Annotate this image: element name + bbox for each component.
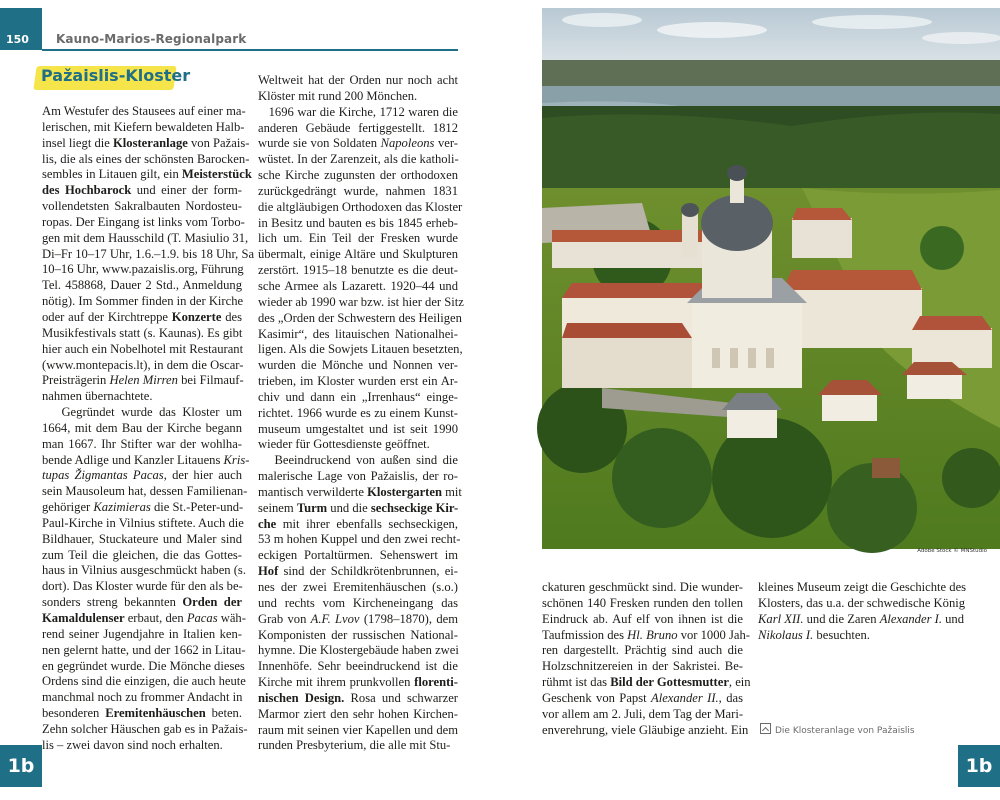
text-run: Eindruck ab. Auf elf von ihnen ist die: [542, 611, 743, 626]
text-run: Nikolaus I.: [758, 627, 814, 642]
text-run: Weltweit hat der Orden nur noch acht: [258, 73, 458, 87]
text-line: [42, 119, 245, 136]
text-line: [258, 532, 461, 548]
text-run: hymne. Die Klostergebäude haben zwei: [258, 643, 459, 658]
text-line: [258, 168, 458, 184]
text-line: [258, 738, 458, 754]
text-run: eckigen Portaltürmen. Sehenswert im: [258, 548, 458, 563]
text-run: die St.-Peter-und-: [150, 500, 244, 515]
text-run: nischen Design.: [258, 690, 345, 705]
text-run: 1664, mit dem Bau der Kirche begann: [42, 420, 242, 435]
text-line: [42, 421, 242, 437]
text-line: [258, 723, 458, 739]
text-run: bei Filmauf-: [177, 373, 244, 388]
text-run: Taufmission des: [542, 627, 628, 642]
text-run: Karl XII.: [758, 611, 804, 626]
text-line: [258, 406, 458, 422]
text-run: (www.montepacis.lt), in dem die Oscar-: [42, 357, 244, 372]
text-run: mit: [441, 484, 462, 499]
text-run: und einer der form-: [131, 183, 242, 198]
text-run: des Hochbarock: [42, 183, 132, 198]
text-run: beten.: [205, 706, 242, 721]
text-column-2: [258, 73, 464, 754]
text-run: Klosteranlage: [113, 135, 188, 150]
text-line: [258, 659, 458, 675]
text-run: besuchten.: [813, 627, 870, 642]
text-line: [42, 595, 242, 611]
text-run: lerischen, mit Kiefern bewaldeten Halb-: [42, 119, 245, 134]
text-run: Konzerte: [171, 309, 222, 324]
photo-credit: Adobe Stock © MNStudio: [917, 548, 987, 554]
text-run: A.F. Lvov: [310, 611, 360, 626]
text-run: , ein: [728, 675, 751, 690]
text-line: [42, 373, 242, 389]
text-run: Kris-: [223, 452, 250, 467]
text-run: Grab von: [258, 611, 311, 626]
text-line: [42, 151, 250, 168]
text-run: Pacas: [186, 611, 218, 625]
text-run: Geschenk von Papst: [542, 690, 651, 705]
text-run: raum mit seinen vier Kapellen und dem: [258, 722, 458, 737]
text-line: [258, 564, 458, 580]
text-run: wurden die Mönche und Nonnen ver-: [258, 358, 458, 373]
text-run: man 1667. Ihr Stifter war der wohlha-: [42, 436, 242, 451]
text-run: sche Armee als Lazarett. 1920–44 und: [258, 278, 458, 293]
text-run: sembles in Litauen gilt, ein: [42, 167, 182, 182]
text-line: [42, 548, 242, 564]
text-run: Kamaldulenser: [42, 611, 125, 625]
photo-caption: Die Klosteranlage von Pažaislis: [775, 726, 915, 736]
text-run: Kasimir“, des litauischen Nationalhei-: [258, 326, 458, 341]
text-line: [258, 89, 458, 105]
text-line: [542, 612, 743, 628]
text-run: zerstört. 1915–18 benutzte es die deut-: [258, 263, 458, 278]
text-run: in Besitz und bauten es bis 1845 erheb-: [258, 215, 458, 230]
text-line: [258, 453, 458, 469]
text-run: wüstet. In der Zarenzeit, als die katholi-: [258, 152, 459, 167]
text-run: von Pažais-: [187, 135, 250, 150]
text-run: sein Mausoleum hat, dessen Familienan-: [42, 484, 248, 499]
text-line: [42, 452, 250, 469]
text-line: [542, 691, 743, 707]
text-run: schönen 140 Fresken runden den tollen: [542, 595, 743, 610]
text-line: [42, 563, 246, 579]
text-line: [258, 152, 458, 168]
text-run: Hl. Bruno: [627, 627, 678, 642]
text-run: mit ihrer ebenfalls sechseckigen,: [276, 516, 458, 531]
text-run: Innenhöfe. Sehr beeindruckend ist die: [258, 659, 458, 674]
text-run: 53 m hohen Kuppel und den zwei recht-: [258, 532, 461, 547]
text-run: Di–Fr 10–17 Uhr, 1.6.–1.9. bis 18 Uhr, Sa: [42, 246, 255, 261]
text-run: Zehn solcher Häuschen gab es in Pažais-: [42, 721, 248, 736]
region-tab-right: 1b: [958, 745, 1000, 787]
text-line: [42, 611, 246, 627]
text-run: 1696 war die Kirche, 1712 waren die: [258, 104, 458, 119]
text-run: erbaut, den: [124, 611, 187, 625]
text-run: Tel. 458868, Dauer 2 Std., Anmeldung: [42, 278, 242, 293]
text-line: [258, 294, 464, 311]
text-run: Klosters, das u.a. der schwedische König: [758, 595, 966, 610]
text-line: [42, 642, 246, 659]
text-run: Gegründet wurde das Kloster um: [42, 405, 242, 420]
text-line: [42, 405, 242, 421]
running-head: Kauno-Marios-Regionalpark: [56, 32, 247, 46]
text-line: [258, 437, 458, 453]
text-run: Klöster mit rund 200 Mönchen.: [258, 88, 418, 103]
text-line: [258, 358, 458, 374]
text-line: [758, 628, 959, 644]
text-line: [258, 675, 458, 691]
text-line: [258, 342, 463, 358]
text-line: [42, 674, 246, 690]
text-run: wieder ab 1990 war bzw. ist hier der Sitz: [258, 294, 464, 309]
text-line: [258, 279, 458, 295]
text-line: [42, 135, 250, 152]
photo-caption-line: [760, 723, 915, 736]
text-run: vor allem am 2. Juli, dem Tag der Mari-: [542, 706, 744, 721]
text-line: [542, 627, 750, 644]
text-line: [258, 517, 458, 533]
text-run: bende Adlige und Kanzler Litauens: [42, 452, 224, 467]
text-column-4: [758, 580, 967, 643]
text-run: Bildhauer, Stuckateure und Maler sind: [42, 531, 242, 546]
text-line: [42, 721, 248, 738]
text-line: [258, 105, 458, 121]
text-run: des „Orden der Schwestern des Heiligen: [258, 310, 462, 325]
text-line: [258, 469, 458, 485]
page-number: 150: [6, 33, 29, 46]
text-run: sind der Schildkrötenbrunnen, ei-: [278, 564, 458, 579]
text-run: rend seiner Jugendjahre in Italien ken-: [42, 626, 242, 641]
text-line: [42, 389, 242, 405]
text-run: Kazimieras: [93, 500, 151, 515]
text-run: Eremitenhäuschen: [105, 706, 206, 721]
text-run: che: [258, 516, 277, 531]
text-line: [258, 184, 458, 200]
text-run: Beeindruckend von außen sind die: [258, 453, 458, 468]
text-line: [258, 136, 458, 152]
text-line: [258, 484, 462, 501]
monastery-aerial-photo: [542, 8, 1000, 549]
text-run: trieben, im Kloster wurden erst ein Ar-: [258, 374, 458, 389]
text-line: [258, 548, 458, 564]
text-run: malerische Lage von Pažaislis, der ro-: [258, 469, 458, 484]
text-line: [42, 246, 255, 263]
text-line: [42, 230, 249, 247]
text-run: Napoleons: [380, 136, 435, 151]
text-run: wäh-: [217, 611, 246, 625]
text-line: [758, 611, 965, 628]
text-run: nen gelernt hatte, und der 1662 in Litau-: [42, 642, 246, 657]
text-run: oder auf der Kirchtreppe: [42, 309, 172, 324]
text-column-3: [542, 580, 751, 738]
text-run: dort). Das Kloster wurde für den als be-: [42, 579, 243, 594]
text-line: [258, 691, 458, 707]
text-run: Rosa und schwarzer: [344, 690, 458, 705]
text-run: zum Teil die gleichen, die das Gottes-: [42, 547, 242, 562]
text-line: [258, 422, 458, 438]
text-line: [42, 627, 242, 643]
text-line: [258, 247, 458, 263]
region-tab-left: 1b: [0, 745, 42, 787]
text-line: [542, 580, 743, 596]
text-line: [42, 690, 242, 706]
text-run: und die: [327, 500, 371, 515]
text-line: [542, 659, 743, 675]
text-run: kleines Museum zeigt die Geschichte des: [758, 580, 967, 594]
text-line: [42, 214, 245, 231]
text-line: [258, 612, 458, 628]
text-run: übermalt, einige Altäre und Skulpturen: [258, 247, 458, 262]
text-line: [542, 675, 751, 691]
text-run: vor 1000 Jah-: [677, 627, 750, 642]
text-run: Komponisten der russischen National-: [258, 627, 458, 642]
text-run: , das: [718, 690, 743, 705]
text-run: anderen Gebäude fertiggestellt. 1812: [258, 120, 458, 135]
text-line: [258, 263, 458, 279]
text-run: Alexander II.: [651, 690, 719, 705]
text-line: [42, 658, 245, 675]
text-line: [542, 596, 743, 612]
text-run: nes der zwei Eremitenhäuschen (s.o.): [258, 580, 458, 594]
text-run: seinem: [258, 500, 297, 515]
section-title-block: [35, 63, 190, 85]
text-line: [258, 310, 462, 327]
text-line: [258, 121, 458, 137]
text-run: Alexander I.: [879, 611, 942, 626]
text-run: die altgläubigen Orthodoxen das Kloster: [258, 199, 463, 214]
text-line: [42, 167, 252, 183]
text-run: sechseckige Kir-: [370, 500, 459, 515]
text-run: insel liegt die: [42, 135, 113, 150]
text-run: gen mit dem Hausschild (T. Masiulio 31,: [42, 230, 249, 245]
text-run: museum umgestaltet und ist seit 1990: [258, 421, 458, 436]
text-run: Holzschnitzereien in der Sakristei. Be-: [542, 659, 743, 674]
text-run: nötig). Im Sommer finden in der Kirche: [42, 294, 244, 309]
text-run: Klostergarten: [367, 484, 442, 499]
text-line: [42, 579, 242, 595]
text-run: (1798–1870), dem: [359, 611, 459, 626]
text-run: rühmt ist das: [542, 675, 611, 690]
header-rule: [42, 49, 458, 51]
text-line: [42, 294, 242, 310]
text-run: ckaturen geschmückt sind. Die wunder-: [542, 580, 743, 594]
text-run: ren dargestellt. Prächtig sind auch die: [542, 643, 743, 658]
text-run: ropas. Der Eingang ist links vom Torbo-: [42, 214, 245, 229]
text-run: sche Kirche zugunsten der orthodoxen: [258, 168, 458, 183]
text-run: Ordens sind die einzigen, die auch heute: [42, 674, 246, 689]
text-line: [258, 628, 458, 644]
text-run: des: [221, 309, 242, 324]
text-run: wurde sie von Soldaten: [258, 136, 381, 151]
text-run: besonderen: [42, 706, 106, 721]
text-line: [42, 516, 242, 532]
text-line: [42, 104, 246, 120]
section-title: Pažaislis-Kloster: [41, 66, 191, 85]
text-line: [42, 199, 242, 215]
text-run: runden Presbyterium, die alle mit Stu-: [258, 738, 451, 753]
text-run: florenti-: [414, 675, 458, 690]
text-line: [542, 643, 743, 659]
text-line: [42, 738, 242, 754]
text-line: [258, 643, 458, 659]
text-line: [42, 262, 242, 278]
text-line: [42, 310, 242, 326]
text-line: [42, 342, 242, 358]
text-run: tupas Žigmantas Pacas: [42, 468, 164, 483]
text-line: [542, 722, 749, 739]
text-run: haus in Vilnius ausgeschmückt haben (s.: [42, 563, 246, 578]
text-column-1: [42, 104, 255, 754]
text-run: lis – zwei davon sind noch erhalten.: [42, 737, 223, 752]
text-line: [258, 501, 458, 517]
text-line: [42, 706, 242, 722]
text-run: wieder für Gottesdienste geöffnet.: [258, 437, 430, 452]
text-run: zurückgedrängt wurde, nahmen 1831: [258, 183, 458, 198]
text-line: [758, 595, 966, 612]
text-run: Hof: [258, 564, 279, 579]
text-line: [42, 326, 242, 342]
text-run: Paul-Kirche in Vilnius stiftete. Auch die: [42, 515, 244, 530]
text-run: Musikfestivals statt (s. Kaunas). Es gibt: [42, 325, 243, 340]
text-line: [258, 390, 458, 406]
text-run: , der hier auch: [163, 468, 242, 483]
text-run: en gegründet wurde. Die Mönche dieses: [42, 658, 245, 673]
text-line: [542, 707, 743, 723]
text-line: [42, 532, 242, 548]
text-line: [42, 500, 242, 516]
text-run: und die Zaren: [803, 611, 880, 626]
text-run: und rechts vom Kircheneingang das: [258, 595, 458, 610]
text-run: ver-: [434, 136, 458, 151]
text-run: Am Westufer des Stausees auf einer ma-: [42, 104, 246, 118]
text-run: 10–16 Uhr, www.pazaislis.org, Führung: [42, 262, 244, 277]
text-line: [42, 437, 242, 453]
text-line: [42, 183, 242, 199]
text-run: Orden der: [182, 595, 242, 610]
text-line: [258, 199, 463, 216]
caption-arrow-icon: [760, 723, 771, 734]
text-line: [42, 358, 242, 374]
text-run: vollendetsten Sakralbauten Nordosteu-: [42, 199, 242, 214]
text-run: hier auch ein Nobelhotel mit Restaurant: [42, 341, 244, 356]
text-run: enverehrung, viele Gläubige anzieht. Ein: [542, 722, 749, 737]
text-line: [42, 278, 242, 294]
text-run: sonders streng bekannten: [42, 595, 183, 610]
text-line: [258, 231, 458, 247]
text-line: [758, 580, 967, 596]
text-run: chiv und dann ein „Irrenhaus“ einge-: [258, 389, 458, 404]
text-run: ligen. Als die Sowjets Litauen besetzten,: [258, 342, 463, 357]
text-run: manchmal noch zu frommer Andacht in: [42, 690, 243, 705]
text-run: Marmor ziert den sehr hohen Kirchen-: [258, 706, 458, 721]
text-line: [258, 73, 458, 89]
text-run: lich um. Ein Teil der Fresken wurde: [258, 231, 458, 246]
text-run: gehöriger: [42, 500, 94, 515]
text-line: [258, 707, 458, 723]
text-run: Meisterstück: [181, 167, 252, 182]
text-run: Kirche mit ihrem prunkvollen: [258, 675, 415, 690]
text-line: [258, 327, 458, 343]
text-line: [258, 580, 458, 596]
text-run: richtet. 1966 wurde es zu einem Kunst-: [258, 405, 458, 420]
text-run: lis, die als eines der schönsten Barocken-: [42, 151, 250, 166]
text-line: [42, 484, 248, 500]
text-run: nahmen übernachtete.: [42, 389, 153, 404]
text-run: Turm: [296, 500, 328, 515]
text-run: und: [941, 611, 965, 626]
text-line: [42, 468, 242, 484]
text-line: [258, 374, 458, 390]
text-run: Helen Mirren: [109, 373, 178, 388]
text-run: mantisch verwilderte: [258, 484, 368, 499]
text-line: [258, 596, 458, 612]
text-run: Bild der Gottesmutter: [610, 675, 729, 690]
text-run: Preisträgerin: [42, 373, 110, 388]
text-line: [258, 216, 458, 232]
